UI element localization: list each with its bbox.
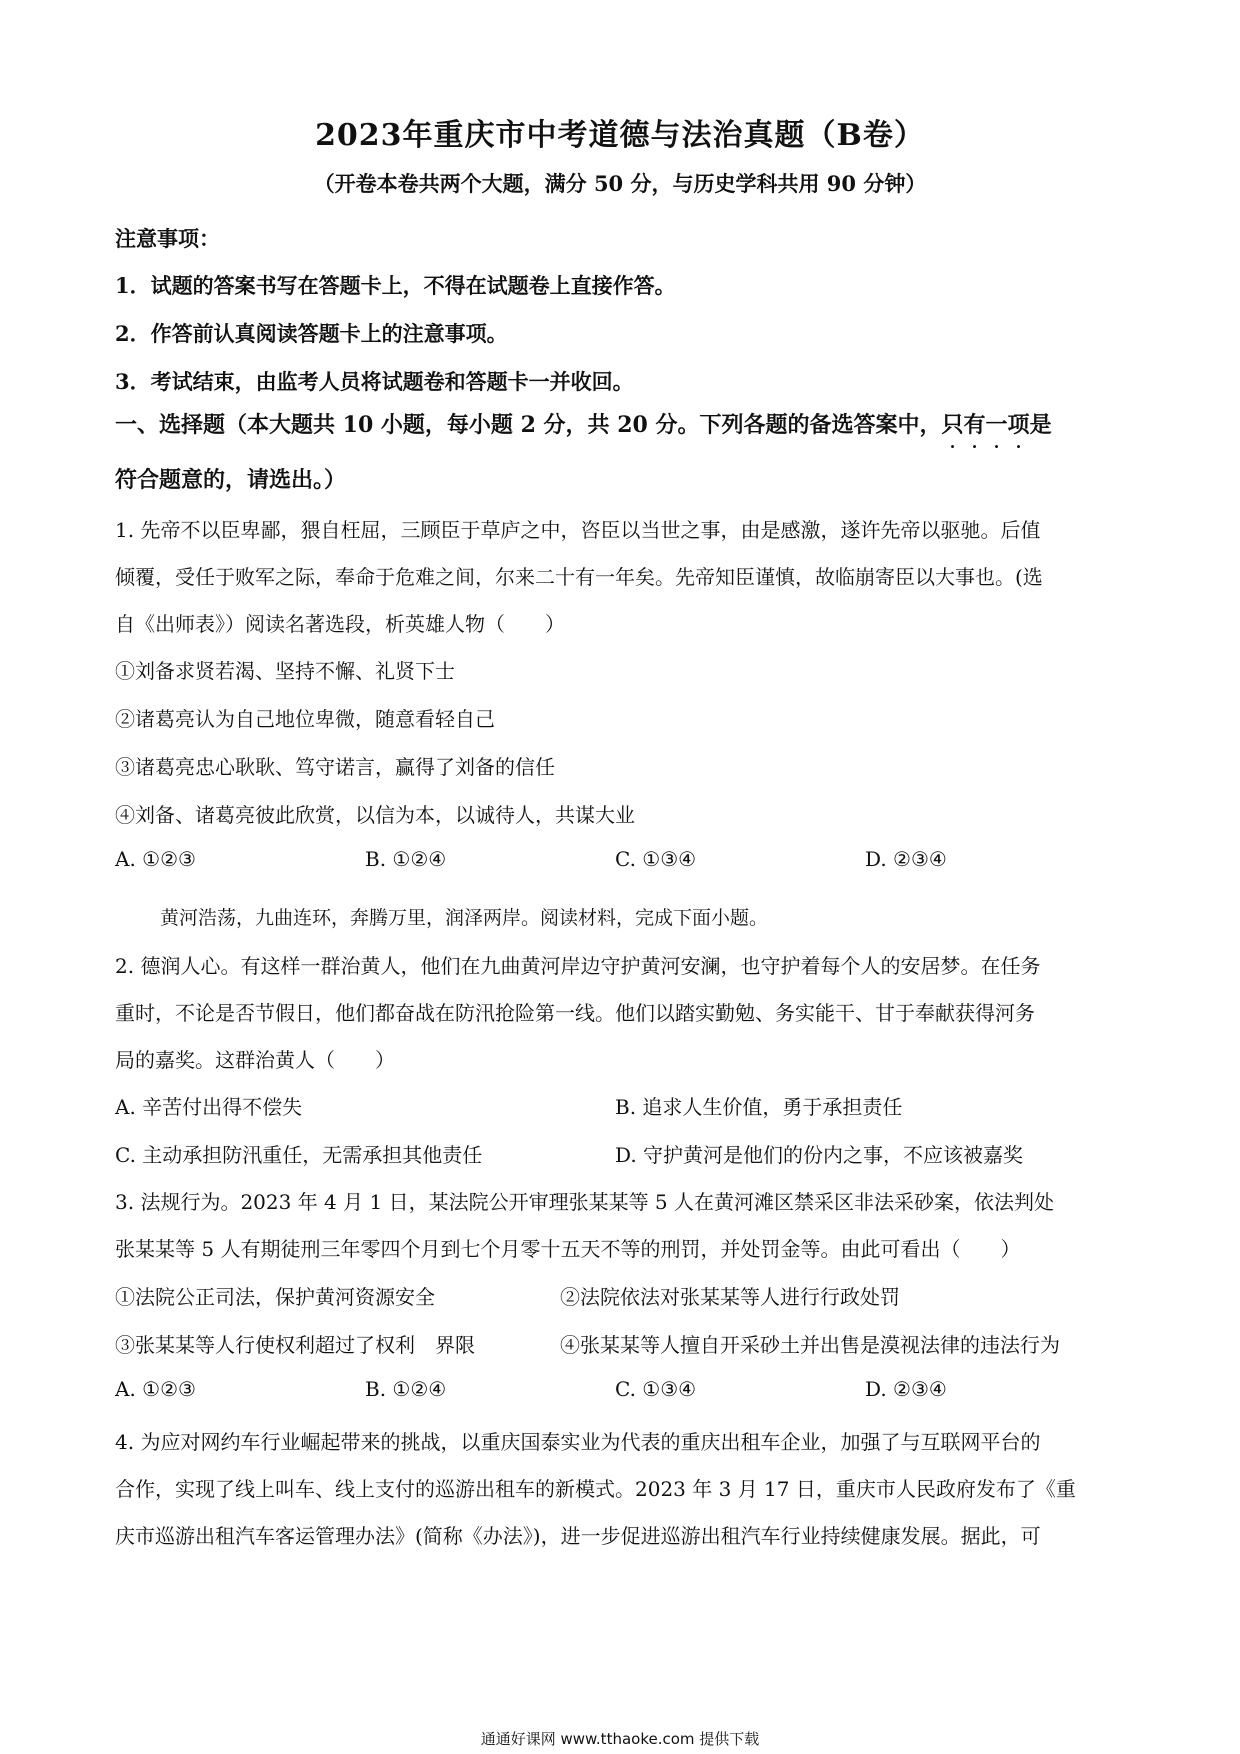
q3-line-2: 张某某等 5 人有期徒刑三年零四个月到七个月零十五天不等的刑罚，并处罚金等。由此可看出（ ） <box>115 1237 1021 1261</box>
note-item-3: 3．考试结束，由监考人员将试题卷和答题卡一并收回。 <box>115 369 634 394</box>
emphasis-char: 一 <box>985 412 1008 438</box>
notes-heading: 注意事项： <box>115 226 220 251</box>
section-heading-line2: 符合题意的，请选出。） <box>115 467 347 493</box>
q4-line-2: 合作，实现了线上叫车、线上支付的巡游出租车的新模式。2023 年 3 月 17 日，重庆市人民政府发布了《重 <box>115 1477 1076 1501</box>
q1-choice-a[interactable]: A. ①②③ <box>115 847 196 871</box>
q1-item-1: ①刘备求贤若渴、坚持不懈、礼贤下士 <box>115 659 455 683</box>
emphasis-char: 只 <box>941 412 964 438</box>
q1-choice-c[interactable]: C. ①③④ <box>615 847 697 871</box>
q2-choice-a[interactable]: A. 辛苦付出得不偿失 <box>115 1095 303 1119</box>
q2-choice-c[interactable]: C. 主动承担防汛重任，无需承担其他责任 <box>115 1143 483 1167</box>
q1-item-3: ③诸葛亮忠心耿耿、笃守诺言，赢得了刘备的信任 <box>115 755 555 779</box>
q3-item-3: ③张某某等人行使权利超过了权利 界限 <box>115 1333 475 1357</box>
reading-material: 黄河浩荡，九曲连环，奔腾万里，润泽两岸。阅读材料，完成下面小题。 <box>160 907 769 929</box>
page-footer: 通通好课网 www.tthaoke.com 提供下载 <box>480 1730 760 1748</box>
note-item-1: 1．试题的答案书写在答题卡上，不得在试题卷上直接作答。 <box>115 273 676 298</box>
emphasis-char: 有 <box>963 412 986 438</box>
q2-line-1: 2. 德润人心。有这样一群治黄人，他们在九曲黄河岸边守护黄河安澜，也守护着每个人的安居梦。在任务 <box>115 954 1041 978</box>
q3-item-1: ①法院公正司法，保护黄河资源安全 <box>115 1285 435 1309</box>
page-title: 2023年重庆市中考道德与法治真题（B卷） <box>315 118 925 153</box>
q1-choice-d[interactable]: D. ②③④ <box>865 847 947 871</box>
q1-line-3: 自《出师表》）阅读名著选段，析英雄人物（ ） <box>115 612 565 636</box>
q3-item-2: ②法院依法对张某某等人进行行政处罚 <box>560 1285 900 1309</box>
q1-item-4: ④刘备、诸葛亮彼此欣赏，以信为本，以诚待人，共谋大业 <box>115 803 635 827</box>
q4-line-1: 4. 为应对网约车行业崛起带来的挑战，以重庆国泰实业为代表的重庆出租车企业，加强了与互联网平台的 <box>115 1430 1041 1454</box>
section-heading <box>115 408 1135 439</box>
q1-choice-b[interactable]: B. ①②④ <box>365 847 447 871</box>
q1-line-2: 倾覆，受任于败军之际，奉命于危难之间，尔来二十有一年矣。先帝知臣谨慎，故临崩寄臣以大事也。(选 <box>115 565 1043 589</box>
q2-choice-d[interactable]: D. 守护黄河是他们的份内之事，不应该被嘉奖 <box>615 1143 1024 1167</box>
q1-item-2: ②诸葛亮认为自己地位卑微，随意看轻自己 <box>115 707 495 731</box>
section-heading-part1: 一、选择题（本大题共 10 小题，每小题 2 分，共 20 分。下列各题的备选答案中， <box>115 412 942 438</box>
q4-line-3: 庆市巡游出租汽车客运管理办法》(简称《办法》)，进一步促进巡游出租汽车行业持续健康发展。据此，可 <box>115 1524 1041 1548</box>
q1-line-1: 1. 先帝不以臣卑鄙，猥自枉屈，三顾臣于草庐之中，咨臣以当世之事，由是感激，遂许先帝以驱驰。后值 <box>115 518 1041 542</box>
emphasis-char: 项 <box>1007 412 1030 438</box>
q3-line-1: 3. 法规行为。2023 年 4 月 1 日，某法院公开审理张某某等 5 人在黄河滩区禁采区非法采砂案，依法判处 <box>115 1190 1055 1214</box>
q2-line-3: 局的嘉奖。这群治黄人（ ） <box>115 1048 395 1072</box>
q3-choice-d[interactable]: D. ②③④ <box>865 1377 947 1401</box>
q3-choice-b[interactable]: B. ①②④ <box>365 1377 447 1401</box>
note-item-2: 2．作答前认真阅读答题卡上的注意事项。 <box>115 321 508 346</box>
q2-choice-b[interactable]: B. 追求人生价值，勇于承担责任 <box>615 1095 903 1119</box>
q3-choice-c[interactable]: C. ①③④ <box>615 1377 697 1401</box>
section-heading-part2: 是 <box>1029 412 1052 438</box>
q3-choice-a[interactable]: A. ①②③ <box>115 1377 196 1401</box>
q3-item-4: ④张某某等人擅自开采砂土并出售是漠视法律的违法行为 <box>560 1333 1060 1357</box>
q2-line-2: 重时，不论是否节假日，他们都奋战在防汛抢险第一线。他们以踏实勤勉、务实能干、甘于奉献获得河务 <box>115 1001 1035 1025</box>
page-subtitle: （开卷本卷共两个大题，满分 50 分，与历史学科共用 90 分钟） <box>313 171 927 196</box>
